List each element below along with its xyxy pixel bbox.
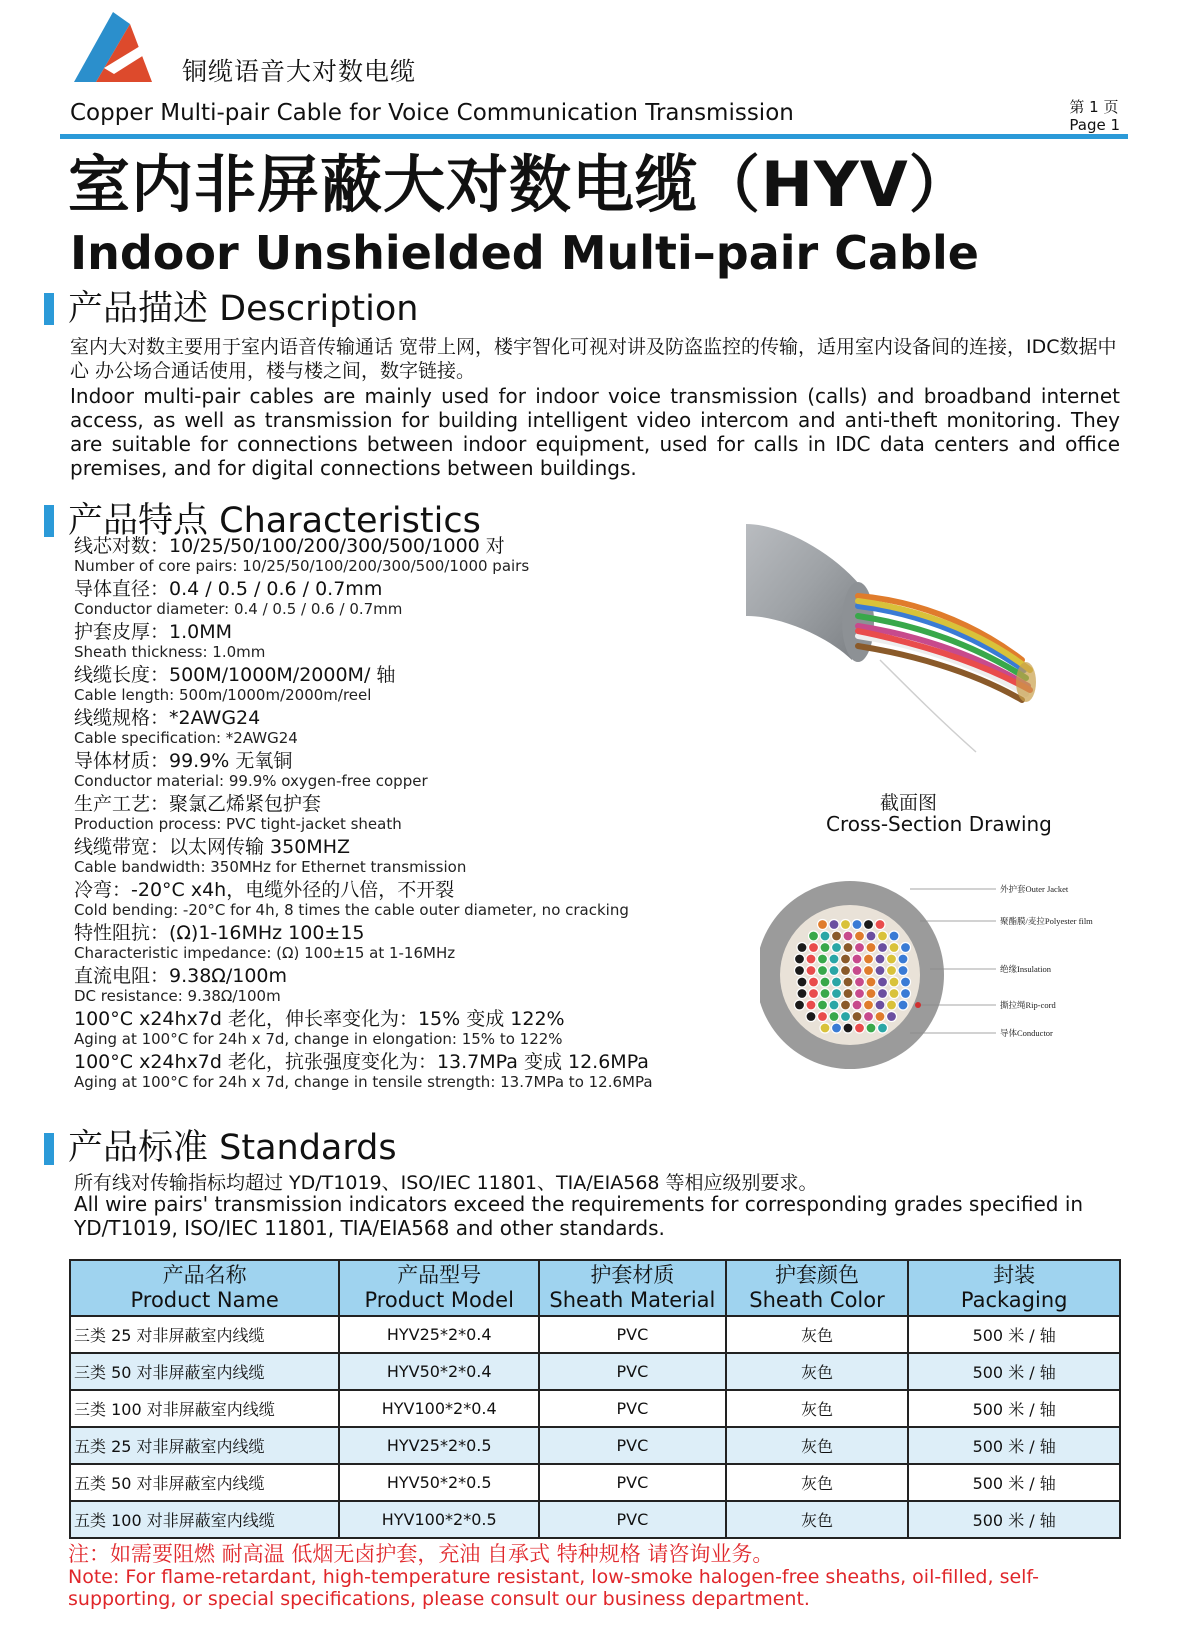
standards-heading: 产品标准 Standards — [68, 1128, 397, 1168]
char-item — [74, 965, 674, 1008]
char-item — [74, 793, 674, 836]
char-item-en: Cable bandwidth: 350MHz for Ethernet transmission — [74, 858, 467, 876]
cross-section-title-en: Cross-Section Drawing — [826, 812, 1052, 836]
header-product-model: 产品型号 Product Model — [339, 1260, 539, 1316]
cell-packaging: 500 米 / 轴 — [908, 1353, 1120, 1390]
table-row — [70, 1427, 1120, 1464]
cable-product-image — [740, 520, 1070, 760]
header-sheath-color: 护套颜色 Sheath Color — [726, 1260, 909, 1316]
triangle-logo-icon — [70, 10, 156, 86]
page-number-cn: 第 1 页 — [1069, 98, 1119, 116]
cell-product-model: HYV50*2*0.4 — [339, 1353, 539, 1390]
cross-section-drawing — [760, 875, 1110, 1075]
page-title-en: Indoor Unshielded Multi–pair Cable — [70, 226, 979, 280]
cell-product-name: 五类 50 对非屏蔽室内线缆 — [70, 1464, 339, 1501]
cell-packaging: 500 米 / 轴 — [908, 1427, 1120, 1464]
char-item-en: Aging at 100°C for 24h x 7d, change in tensile strength: 13.7MPa to 12.6MPa — [74, 1073, 653, 1091]
char-item — [74, 664, 674, 707]
char-item-cn: 冷弯：-20°C x4h，电缆外径的八倍，不开裂 — [74, 879, 455, 901]
page-number — [1069, 98, 1120, 134]
char-item-cn: 护套皮厚：1.0MM — [74, 621, 233, 643]
cell-sheath-color: 灰色 — [726, 1353, 909, 1390]
char-item-cn: 导体材质：99.9% 无氧铜 — [74, 750, 293, 772]
cell-product-name: 五类 25 对非屏蔽室内线缆 — [70, 1427, 339, 1464]
char-item — [74, 836, 674, 879]
char-item-cn: 特性阻抗：(Ω)1-16MHz 100±15 — [74, 922, 365, 944]
char-item-cn: 线芯对数：10/25/50/100/200/300/500/1000 对 — [74, 535, 505, 557]
cell-product-name: 五类 100 对非屏蔽室内线缆 — [70, 1501, 339, 1538]
cell-sheath-material: PVC — [539, 1464, 726, 1501]
char-item-cn: 线缆长度：500M/1000M/2000M/ 轴 — [74, 664, 396, 686]
char-item-en: Cable length: 500m/1000m/2000m/reel — [74, 686, 372, 704]
char-item-cn: 100°C x24hx7d 老化，抗张强度变化为：13.7MPa 变成 12.6MPa — [74, 1051, 649, 1073]
brand-name-cn: 铜缆语音大对数电缆 — [182, 57, 417, 86]
table-row — [70, 1316, 1120, 1353]
cell-sheath-material: PVC — [539, 1501, 726, 1538]
section-marker — [44, 1133, 54, 1165]
char-item-en: Sheath thickness: 1.0mm — [74, 643, 266, 661]
char-item-en: Cable specification: *2AWG24 — [74, 729, 298, 747]
cell-packaging: 500 米 / 轴 — [908, 1316, 1120, 1353]
char-item-en: Cold bending: -20°C for 4h, 8 times the cable outer diameter, no cracking — [74, 901, 629, 919]
cell-sheath-material: PVC — [539, 1316, 726, 1353]
characteristics-heading: 产品特点 Characteristics — [68, 501, 481, 541]
cell-sheath-color: 灰色 — [726, 1390, 909, 1427]
cell-sheath-material: PVC — [539, 1353, 726, 1390]
cell-sheath-material: PVC — [539, 1427, 726, 1464]
cross-section-label: 聚酯膜/麦拉Polyester film — [1000, 916, 1093, 926]
table-row — [70, 1501, 1120, 1538]
table-row — [70, 1390, 1120, 1427]
char-item — [74, 1008, 674, 1051]
note-cn: 注：如需要阻燃 耐高温 低烟无卤护套，充油 自承式 特种规格 请咨询业务。 — [68, 1542, 774, 1566]
char-item-en: Number of core pairs: 10/25/50/100/200/300/500/1000 pairs — [74, 557, 530, 575]
description-en: Indoor multi-pair cables are mainly used for indoor voice transmission (calls) and broadband internet access, as well as transmission for building intelligent video intercom and anti-theft monitoring. They are suitable for connections between indoor equipment, used for calls in IDC data centers and office premises, and for digital connections between buildings. — [70, 384, 1120, 480]
char-item — [74, 535, 674, 578]
table-header-row — [70, 1260, 1120, 1316]
char-item-cn: 导体直径：0.4 / 0.5 / 0.6 / 0.7mm — [74, 578, 383, 600]
cross-section-title-cn: 截面图 — [880, 792, 938, 814]
description-heading: 产品描述 Description — [68, 289, 419, 329]
cell-product-model: HYV50*2*0.5 — [339, 1464, 539, 1501]
table-row — [70, 1464, 1120, 1501]
char-item-cn: 直流电阻：9.38Ω/100m — [74, 965, 287, 987]
cell-sheath-color: 灰色 — [726, 1464, 909, 1501]
cell-product-model: HYV100*2*0.4 — [339, 1390, 539, 1427]
char-item-cn: 100°C x24hx7d 老化，伸长率变化为：15% 变成 122% — [74, 1008, 565, 1030]
char-item — [74, 1051, 674, 1094]
header-divider — [60, 134, 1128, 139]
cell-sheath-color: 灰色 — [726, 1316, 909, 1353]
cell-product-name: 三类 50 对非屏蔽室内线缆 — [70, 1353, 339, 1390]
char-item — [74, 879, 674, 922]
char-item-cn: 线缆规格：*2AWG24 — [74, 707, 261, 729]
product-spec-table — [69, 1259, 1121, 1539]
char-item-en: DC resistance: 9.38Ω/100m — [74, 987, 281, 1005]
standards-text-cn: 所有线对传输指标均超过 YD/T1019、ISO/IEC 11801、TIA/EIA568 等相应级别要求。 — [74, 1172, 818, 1194]
note-en: Note: For flame-retardant, high-temperature resistant, low-smoke halogen-free sheaths, oil-filled, self-supporting, or special specifications, please consult our business department. — [68, 1566, 1039, 1610]
cell-product-model: HYV25*2*0.5 — [339, 1427, 539, 1464]
cell-product-name: 三类 100 对非屏蔽室内线缆 — [70, 1390, 339, 1427]
characteristics-list — [74, 535, 674, 1094]
char-item — [74, 750, 674, 793]
char-item-en: Aging at 100°C for 24h x 7d, change in elongation: 15% to 122% — [74, 1030, 563, 1048]
header-packaging: 封装 Packaging — [908, 1260, 1120, 1316]
header-sheath-material: 护套材质 Sheath Material — [539, 1260, 726, 1316]
description-cn: 室内大对数主要用于室内语音传输通话 宽带上网，楼宇智化可视对讲及防盗监控的传输，适用室内设备间的连接，IDC数据中心 办公场合通话使用，楼与楼之间，数字链接。 — [70, 336, 1117, 382]
cross-section-label: 绝缘Insulation — [1000, 964, 1051, 974]
cell-packaging: 500 米 / 轴 — [908, 1501, 1120, 1538]
char-item — [74, 707, 674, 750]
page-number-en: Page 1 — [1069, 116, 1120, 134]
char-item-en: Conductor diameter: 0.4 / 0.5 / 0.6 / 0.7mm — [74, 600, 403, 618]
cell-sheath-color: 灰色 — [726, 1427, 909, 1464]
section-marker — [44, 293, 54, 325]
standards-text-en: All wire pairs' transmission indicators exceed the requirements for corresponding grades specified in YD/T1019, ISO/IEC 11801, TIA/EIA568 and other standards. — [74, 1192, 1084, 1240]
cell-packaging: 500 米 / 轴 — [908, 1464, 1120, 1501]
char-item — [74, 578, 674, 621]
cell-packaging: 500 米 / 轴 — [908, 1390, 1120, 1427]
cell-product-model: HYV25*2*0.4 — [339, 1316, 539, 1353]
cell-sheath-color: 灰色 — [726, 1501, 909, 1538]
page-title-cn: 室内非屏蔽大对数电缆（HYV） — [68, 148, 972, 221]
table-row — [70, 1353, 1120, 1390]
char-item-en: Production process: PVC tight-jacket sheath — [74, 815, 402, 833]
char-item — [74, 621, 674, 664]
char-item-cn: 生产工艺：聚氯乙烯紧包护套 — [74, 793, 322, 815]
cell-sheath-material: PVC — [539, 1390, 726, 1427]
char-item-cn: 线缆带宽：以太网传输 350MHZ — [74, 836, 351, 858]
char-item-en: Characteristic impedance: (Ω) 100±15 at 1-16MHz — [74, 944, 456, 962]
cross-section-label: 撕拉绳Rip-cord — [1000, 1000, 1056, 1010]
header-product-name: 产品名称 Product Name — [70, 1260, 339, 1316]
cell-product-name: 三类 25 对非屏蔽室内线缆 — [70, 1316, 339, 1353]
section-marker — [44, 505, 54, 537]
char-item — [74, 922, 674, 965]
cross-section-label: 外护套Outer Jacket — [1000, 884, 1069, 894]
cell-product-model: HYV100*2*0.5 — [339, 1501, 539, 1538]
cross-section-label: 导体Conductor — [1000, 1028, 1053, 1038]
char-item-en: Conductor material: 99.9% oxygen-free copper — [74, 772, 428, 790]
brand-name-en: Copper Multi-pair Cable for Voice Communication Transmission — [70, 100, 794, 126]
